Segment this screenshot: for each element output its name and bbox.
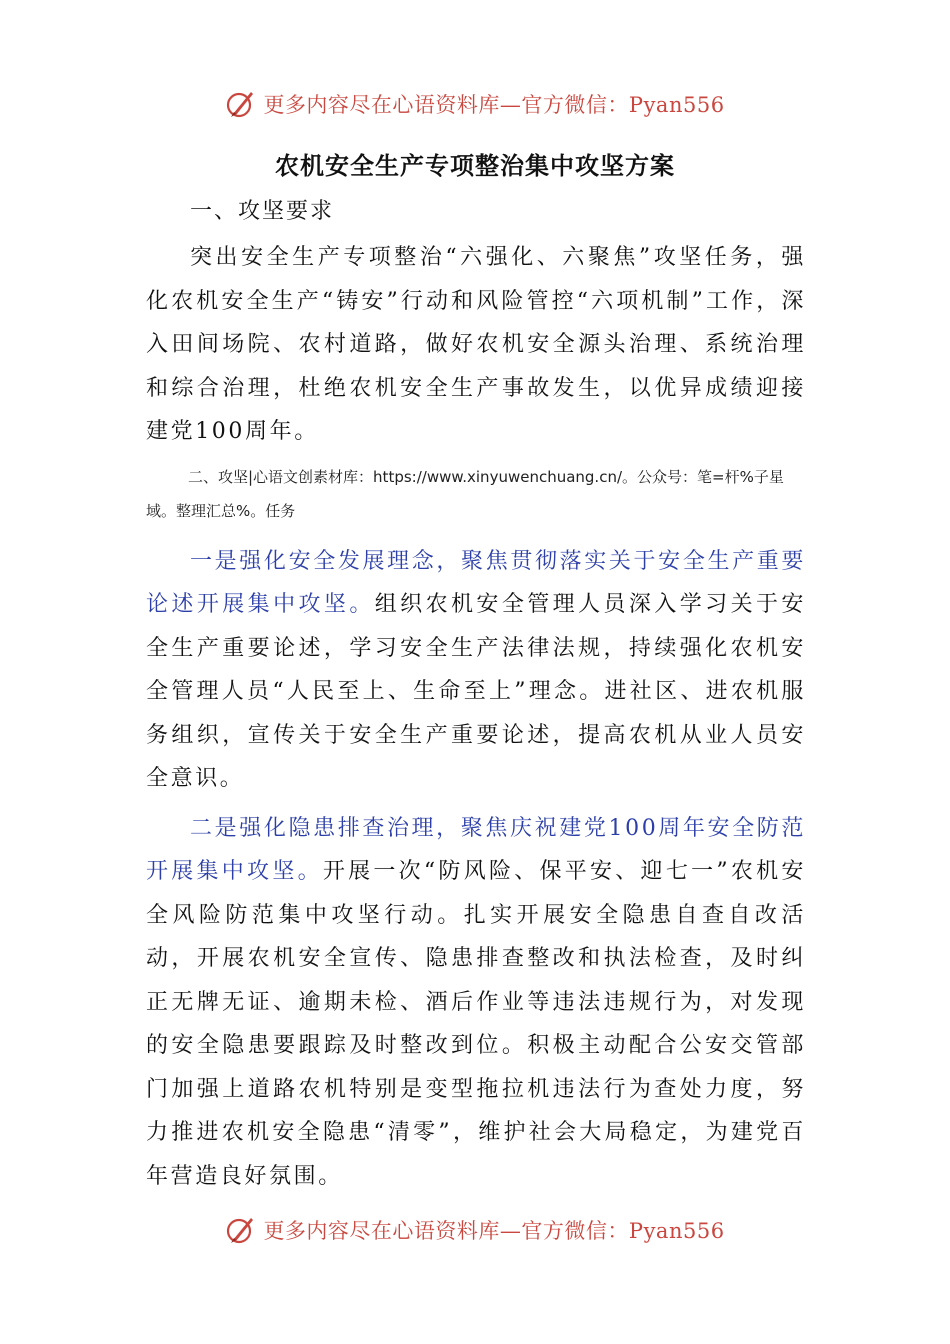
footer-banner — [0, 1210, 950, 1250]
item-1-body: 组织农机安全管理人员深入学习关于安全生产重要论述，学习安全生产法律法规，持续强化农机安全管理人员“人民至上、生命至上”理念。进社区、进农机服务组织，宣传关于安全生产重要论述，提高农机从业人员安全意识。 — [146, 592, 807, 791]
document-body — [146, 190, 806, 1198]
item-2-paragraph — [146, 807, 806, 1199]
item-1-lead: 一是强化安全发展理念，聚焦贯彻落实关于安全生产重要论述开展集中攻坚。 — [146, 548, 806, 617]
quill-pen-circle-icon — [225, 1214, 257, 1246]
item-1-paragraph — [146, 540, 806, 801]
section-1-heading: 一、攻坚要求 — [190, 199, 335, 224]
quill-pen-circle-icon — [225, 88, 257, 120]
item-2-lead: 二是强化隐患排查治理，聚焦庆祝建党100周年安全防范开展集中攻坚。 — [146, 815, 806, 884]
banner-text: 更多内容尽在心语资料库—官方微信：Pyan556 — [263, 1219, 725, 1243]
section-1-paragraph: 突出安全生产专项整治“六强化、六聚焦”攻坚任务，强化农机安全生产“铸安”行动和风险管控“六项机制”工作，深入田间场院、农村道路，做好农机安全源头治理、系统治理和综合治理，杜绝农机安全生产事故发生，以优异成绩迎接建党100周年。 — [146, 245, 806, 444]
banner-text: 更多内容尽在心语资料库—官方微信：Pyan556 — [263, 93, 725, 117]
header-banner — [0, 84, 950, 124]
section-2-heading-line: 二、攻坚|心语文创素材库：https://www.xinyuwenchuang.cn/。公众号：笔=杆%子星域。整理汇总%。任务 — [146, 467, 784, 520]
item-2-body: 开展一次“防风险、保平安、迎七一”农机安全风险防范集中攻坚行动。扎实开展安全隐患自查自改活动，开展农机安全宣传、隐患排查整改和执法检查，及时纠正无牌无证、逾期未检、酒后作业等违法违规行为，对发现的安全隐患要跟踪及时整改到位。积极主动配合公安交管部门加强上道路农机特别是变型拖拉机违法行为查处力度，努力推进农机安全隐患“清零”，维护社会大局稳定，为建党百年营造良好氛围。 — [146, 859, 806, 1189]
document-title: 农机安全生产专项整治集中攻坚方案 — [275, 151, 675, 180]
